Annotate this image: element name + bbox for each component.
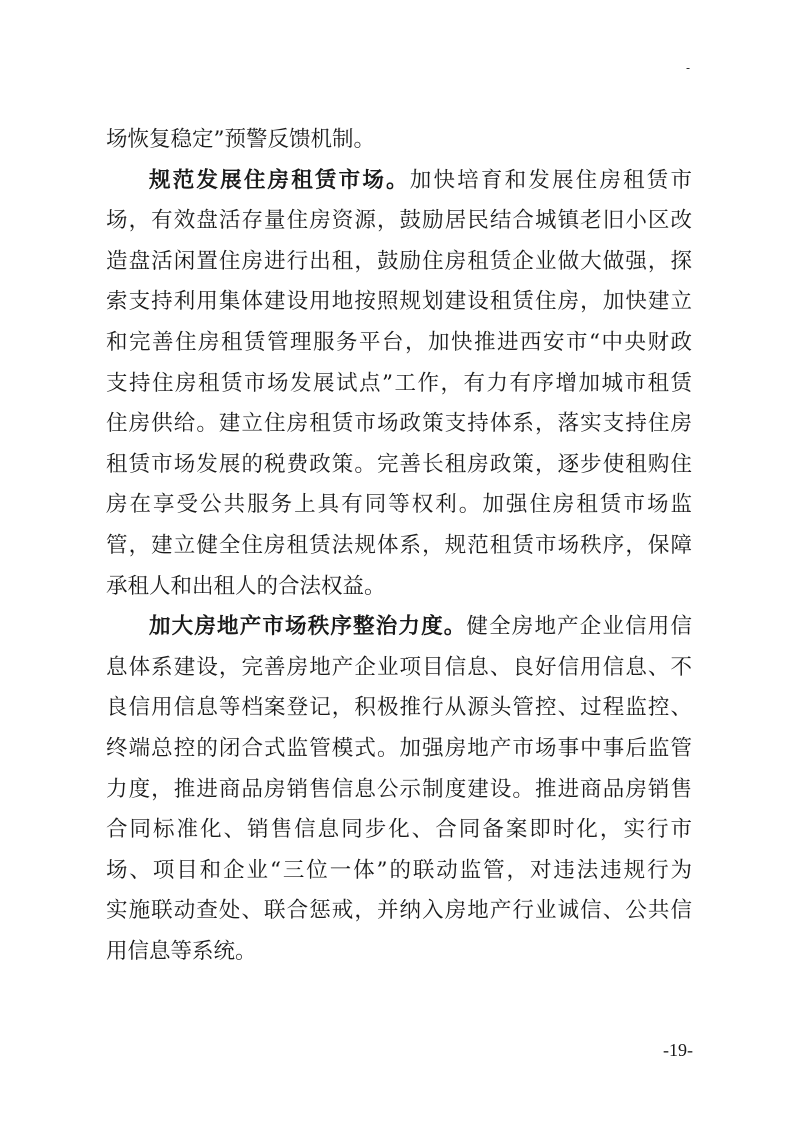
page-number: -19- [663, 1040, 693, 1060]
paragraph-3-line-2: 息体系建设，完善房地产企业项目信息、良好信用信息、不 [106, 654, 692, 680]
paragraph-3-line-7: 场、项目和企业“三位一体”的联动监管，对违法违规行为 [106, 857, 692, 883]
paragraph-3-line-4: 终端总控的闭合式监管模式。加强房地产市场事中事后监管 [106, 735, 692, 761]
paragraph-2-line-1-text: 加快培育和发展住房租赁市 [409, 167, 692, 193]
paragraph-1-line-1: 场恢复稳定”预警反馈机制。 [106, 127, 375, 152]
paragraph-3-line-5: 力度，推进商品房销售信息公示制度建设。推进商品房销售 [106, 776, 692, 802]
paragraph-2-line-6: 支持住房租赁市场发展试点”工作，有力有序增加城市租赁 [106, 370, 692, 396]
paragraph-3-line-8: 实施联动查处、联合惩戒，并纳入房地产行业诚信、公共信 [106, 898, 692, 924]
paragraph-2-heading: 规范发展住房租赁市场。 [149, 167, 410, 193]
header-mark: - [686, 61, 691, 75]
paragraph-3-line-1 [106, 607, 692, 648]
paragraph-3-line-3: 良信用信息等档案登记，积极推行从源头管控、过程监控、 [106, 695, 692, 721]
paragraph-2-line-9: 房在享受公共服务上具有同等权利。加强住房租赁市场监 [106, 492, 692, 518]
paragraph-2-line-8: 租赁市场发展的税费政策。完善长租房政策，逐步使租购住 [106, 451, 692, 477]
paragraph-2-line-1 [106, 161, 692, 202]
paragraph-2-line-10: 管，建立健全住房租赁法规体系，规范租赁市场秩序，保障 [106, 532, 692, 558]
paragraph-2-line-5: 和完善住房租赁管理服务平台，加快推进西安市“中央财政 [106, 329, 692, 355]
paragraph-3-heading: 加大房地产市场秩序整治力度。 [149, 614, 467, 640]
paragraph-2-line-7: 住房供给。建立住房租赁市场政策支持体系，落实支持住房 [106, 411, 692, 437]
paragraph-3-line-1-text: 健全房地产企业信用信 [466, 614, 692, 640]
paragraph-3-line-6: 合同标准化、销售信息同步化、合同备案即时化，实行市 [106, 817, 692, 843]
paragraph-2-line-3: 造盘活闲置住房进行出租，鼓励住房租赁企业做大做强，探 [106, 248, 692, 274]
paragraph-2-line-4: 索支持利用集体建设用地按照规划建设租赁住房，加快建立 [106, 289, 692, 315]
body-text [106, 120, 692, 972]
paragraph-3-line-9: 用信息等系统。 [106, 938, 257, 964]
paragraph-2-line-2: 场，有效盘活存量住房资源，鼓励居民结合城镇老旧小区改 [106, 208, 692, 234]
paragraph-2-line-11: 承租人和出租人的合法权益。 [106, 573, 386, 599]
